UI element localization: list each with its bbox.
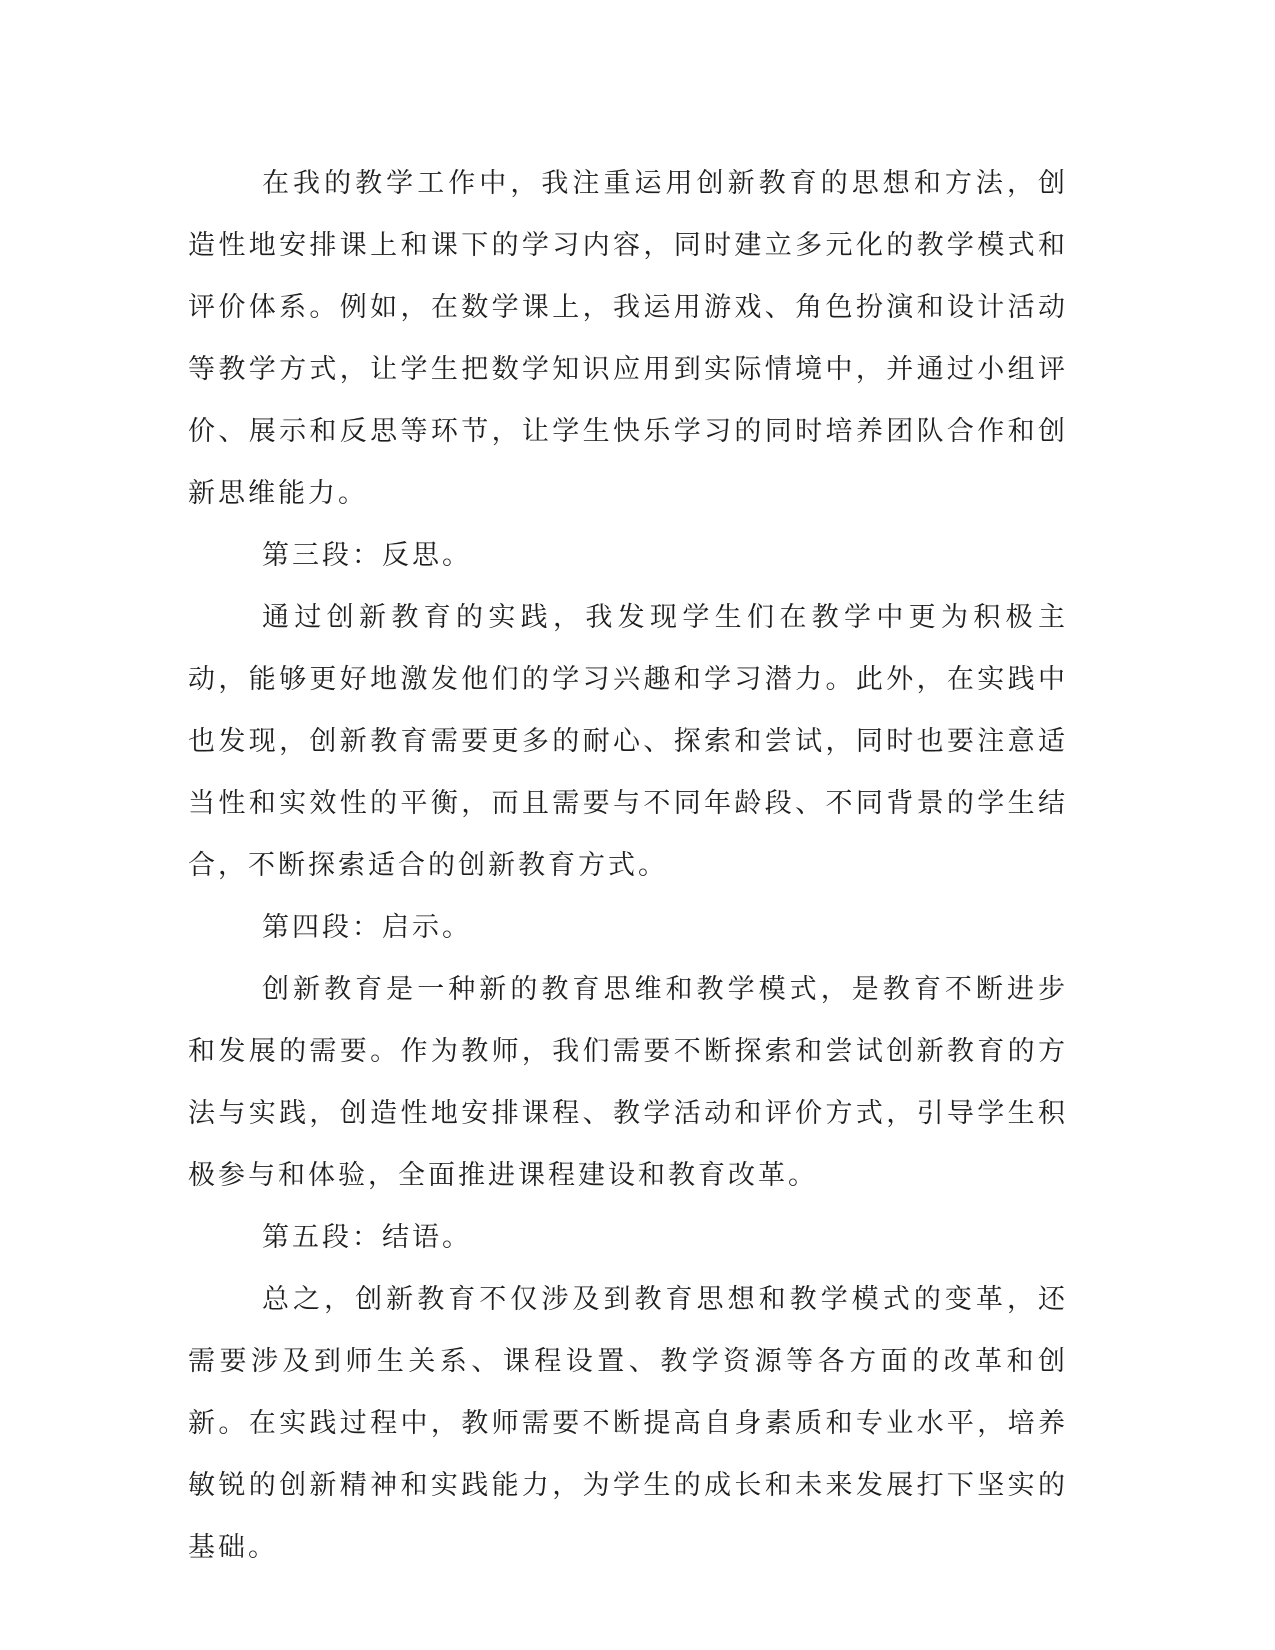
paragraph-practice: 在我的教学工作中，我注重运用创新教育的思想和方法，创造性地安排课上和课下的学习内容，同时建立多元化的教学模式和评价体系。例如，在数学课上，我运用游戏、角色扮演和设计活动等教学方式，让学生把数学知识应用到实际情境中，并通过小组评价、展示和反思等环节，让学生快乐学习的同时培养团队合作和创新思维能力。 [188,168,1068,509]
paragraph-reflection: 通过创新教育的实践，我发现学生们在教学中更为积极主动，能够更好地激发他们的学习兴趣和学习潜力。此外，在实践中也发现，创新教育需要更多的耐心、探索和尝试，同时也要注意适当性和实效性的平衡，而且需要与不同年龄段、不同背景的学生结合，不断探索适合的创新教育方式。 [188,602,1068,881]
section-heading-conclusion: 第五段：结语。 [262,1222,472,1253]
section-heading-reflection: 第三段：反思。 [262,540,472,571]
document-body [188,153,1068,1579]
section-heading-insight: 第四段：启示。 [262,912,472,943]
paragraph-insight: 创新教育是一种新的教育思维和教学模式，是教育不断进步和发展的需要。作为教师，我们需要不断探索和尝试创新教育的方法与实践，创造性地安排课程、教学活动和评价方式，引导学生积极参与和体验，全面推进课程建设和教育改革。 [188,974,1068,1191]
paragraph-conclusion: 总之，创新教育不仅涉及到教育思想和教学模式的变革，还需要涉及到师生关系、课程设置、教学资源等各方面的改革和创新。在实践过程中，教师需要不断提高自身素质和专业水平，培养敏锐的创新精神和实践能力，为学生的成长和未来发展打下坚实的基础。 [188,1284,1068,1563]
